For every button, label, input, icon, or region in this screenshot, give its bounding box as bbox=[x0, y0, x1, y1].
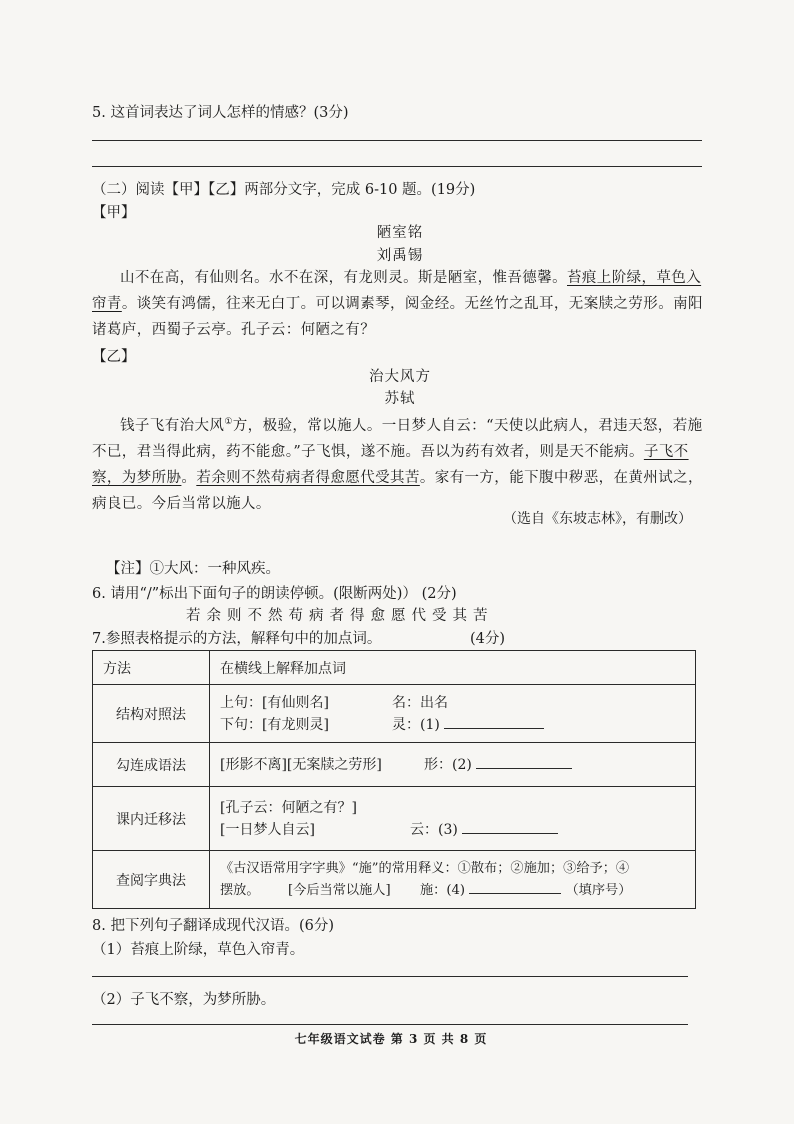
passage-yi-title: 治大风方 bbox=[369, 369, 431, 385]
answer-blank[interactable] bbox=[469, 881, 561, 894]
passage-source: （选自《东坡志林》，有删改） bbox=[503, 511, 692, 527]
method-name: 课内迁移法 bbox=[93, 787, 210, 851]
passage-yi-tag: 【乙】 bbox=[92, 349, 136, 365]
answer-line[interactable] bbox=[92, 166, 702, 167]
method-name: 结构对照法 bbox=[93, 685, 210, 743]
question-6-sentence: 若余则不然苟病者得愈愿代受其苦 bbox=[186, 608, 494, 624]
table-header-method: 方法 bbox=[93, 651, 210, 685]
method-table bbox=[92, 650, 696, 909]
question-8: 8. 把下列句子翻译成现代汉语。(6分) bbox=[92, 918, 334, 934]
footnote: 【注】①大风：一种风疾。 bbox=[106, 561, 280, 577]
answer-blank[interactable] bbox=[444, 716, 544, 729]
answer-blank[interactable] bbox=[476, 756, 572, 769]
passage-yi-author: 苏轼 bbox=[384, 391, 416, 407]
method-name: 勾连成语法 bbox=[93, 743, 210, 787]
answer-blank[interactable] bbox=[462, 821, 558, 834]
footnote-marker: ① bbox=[224, 417, 233, 427]
question-7: 7.参照表格提示的方法，解释句中的加点词。 bbox=[92, 631, 382, 647]
question-8-sentence-2: （2）子飞不察，为梦所胁。 bbox=[92, 992, 276, 1008]
table-row: 勾连成语法 [形影不离][无案牍之劳形] 形：(2) bbox=[93, 743, 696, 787]
answer-line[interactable] bbox=[92, 976, 688, 977]
question-5: 5. 这首词表达了词人怎样的情感？(3分) bbox=[92, 105, 349, 121]
answer-line[interactable] bbox=[92, 140, 702, 141]
table-row: 结构对照法 上句：[有仙则名] 名：出名 下句：[有龙则灵] 灵：(1) bbox=[93, 685, 696, 743]
passage-yi-text: 钱子飞有治大风①方，极验，常以施人。一日梦人自云：“天使以此病人，君违天怒，若施不已，君当得此病，药不能愈。”子飞惧，遂不施。吾以为药有效者，则是天不能病。子飞不察，为梦所胁。若余则不然苟病者得愈愿代受其苦。家有一方，能下腹中秽恶，在黄州试之，病良已。今后当常以施人。 bbox=[92, 417, 703, 512]
table-row: 查阅字典法 《古汉语常用字字典》“施”的常用释义：①散布；②施加；③给予；④ 摆放。 [今后当常以施人] 施：(4) （填序号） bbox=[93, 851, 696, 909]
passage-jia-tag: 【甲】 bbox=[92, 205, 136, 221]
passage-jia-text: 山不在高，有仙则名。水不在深，有龙则灵。斯是陋室，惟吾德馨。苔痕上阶绿，草色入帘青。谈笑有鸿儒，往来无白丁。可以调素琴，阅金经。无丝竹之乱耳，无案牍之劳形。南阳诸葛庐，西蜀子云亭。孔子云：何陋之有？ bbox=[92, 270, 703, 338]
passage-jia-author: 刘禹锡 bbox=[376, 248, 424, 264]
underlined-sentence: 若余则不然苟病者得愈愿代受其苦 bbox=[196, 469, 420, 486]
table-header-instruction: 在横线上解释加点词 bbox=[210, 651, 696, 685]
answer-line[interactable] bbox=[92, 1024, 688, 1025]
table-row: 课内迁移法 [孔子云：何陋之有？] [一日梦人自云] 云：(3) bbox=[93, 787, 696, 851]
underlined-sentence: 子飞不察，为梦所胁 bbox=[92, 443, 689, 486]
question-7-score: (4分) bbox=[470, 631, 506, 647]
question-6: 6. 请用“/”标出下面句子的朗读停顿。(限断两处)） (2分) bbox=[92, 586, 457, 602]
table-header-row bbox=[93, 651, 696, 685]
passage-jia-title: 陋室铭 bbox=[376, 225, 424, 241]
question-8-sentence-1: （1）苔痕上阶绿，草色入帘青。 bbox=[92, 942, 305, 958]
section-heading: （二）阅读【甲】【乙】两部分文字，完成 6-10 题。(19分) bbox=[92, 182, 476, 198]
underlined-sentence: 苔痕上阶绿，草色入帘青 bbox=[92, 270, 702, 312]
page-footer: 七年级语文试卷 第 3 页 共 8 页 bbox=[294, 1032, 488, 1046]
method-name: 查阅字典法 bbox=[93, 851, 210, 909]
